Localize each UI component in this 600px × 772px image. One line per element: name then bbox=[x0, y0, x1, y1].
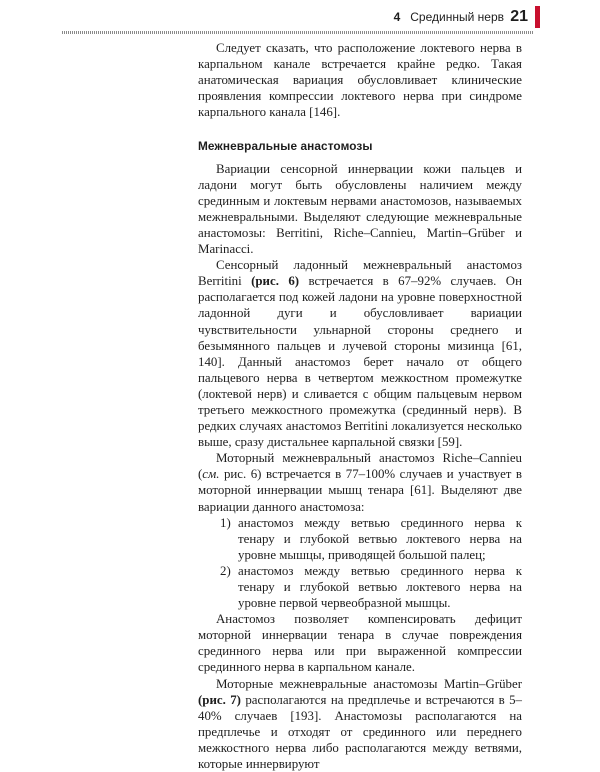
list-item-text: анастомоз между ветвью срединного нерва к тенару и глубокой ветвью локтевого нерва на уровне первой червеобразной мышцы. bbox=[238, 563, 522, 611]
chapter-title: Срединный нерв bbox=[410, 10, 504, 24]
chapter-number: 4 bbox=[393, 10, 401, 24]
figure-ref-6: (рис. 6) bbox=[251, 274, 300, 289]
paragraph-riche-cannieu bbox=[198, 450, 522, 514]
list-marker: 1) bbox=[220, 515, 231, 530]
paragraph-berritini bbox=[198, 257, 522, 450]
page-body bbox=[198, 40, 522, 772]
text-run: встречается в 67–92% случаев. Он располагается под кожей ладони на уровне поверхностной ладонной дуги и обусловливает вариации чувствительности ульнарной стороны среднего и безымянного пальцев и лучевой стороны мизинца [61, 140]. Данный анастомоз берет начало от общего пальцевого нерва в четвертом межкостном промежутке (локтевой нерв) и сливается с общим пальцевым нервом третьего межкостного промежутка (срединный нерв). В редких случаях анастомоз Berritini локализуется несколько выше, сразу дистальнее карпальной связки [59]. bbox=[198, 274, 522, 450]
list-item bbox=[198, 515, 522, 563]
text-run: Сенсорный ладонный межневральный анастомоз Berritini bbox=[198, 258, 522, 289]
paragraph-variations: Вариации сенсорной иннервации кожи пальцев и ладони могут быть обусловлены наличием между срединным и локтевым нервами анастомозов, называемых межневральными. Выделяют следующие межневральные анастомозы: Berritini, Riche–Cannieu, Martin–Grüber и Marinacci. bbox=[198, 161, 522, 257]
text-run: рис. 6) встречается в 77–100% случаев и участвует в моторной иннервации мышц тенара [61]. Выделяют две вариации данного анастомоза: bbox=[198, 467, 522, 514]
paragraph-compensation: Анастомоз позволяет компенсировать дефицит моторной иннервации тенара в случае повреждения срединного нерва или при выраженной компрессии срединного нерва в карпальном канале. bbox=[198, 612, 522, 675]
text-run: Моторный межневральный анастомоз Riche–Cannieu ( bbox=[198, 451, 522, 482]
intro-paragraph: Следует сказать, что расположение локтевого нерва в карпальном канале встречается крайне редко. Такая анатомическая вариация обусловливает клинические проявления компрессии локтевого нерва при синдроме карпального канала [146]. bbox=[198, 41, 522, 120]
list-item-text: анастомоз между ветвью срединного нерва к тенару и глубокой ветвью локтевого нерва на уровне мышцы, приводящей большой палец; bbox=[238, 515, 522, 562]
accent-bar bbox=[535, 6, 540, 28]
text-run: Моторные межневральные анастомозы Martin–Grüber bbox=[216, 676, 522, 691]
section-title: Межневральные анастомозы bbox=[198, 139, 373, 154]
list-item bbox=[198, 563, 522, 611]
see-ref: см. bbox=[202, 467, 220, 482]
figure-ref-7: (рис. 7) bbox=[198, 692, 241, 707]
running-header bbox=[394, 10, 504, 24]
variation-list bbox=[198, 515, 522, 612]
header-rule bbox=[62, 31, 534, 34]
text-run: располагаются на предплечье и встречаются в 5–40% случаев [193]. Анастомозы располагаются на предплечье и отходят от срединного или переднего межкостного нерва либо располагаются между ветвями, которые иннервируют bbox=[198, 692, 522, 772]
page-number: 21 bbox=[510, 8, 528, 25]
paragraph-martin-gruber bbox=[198, 676, 522, 772]
list-marker: 2) bbox=[220, 563, 231, 578]
